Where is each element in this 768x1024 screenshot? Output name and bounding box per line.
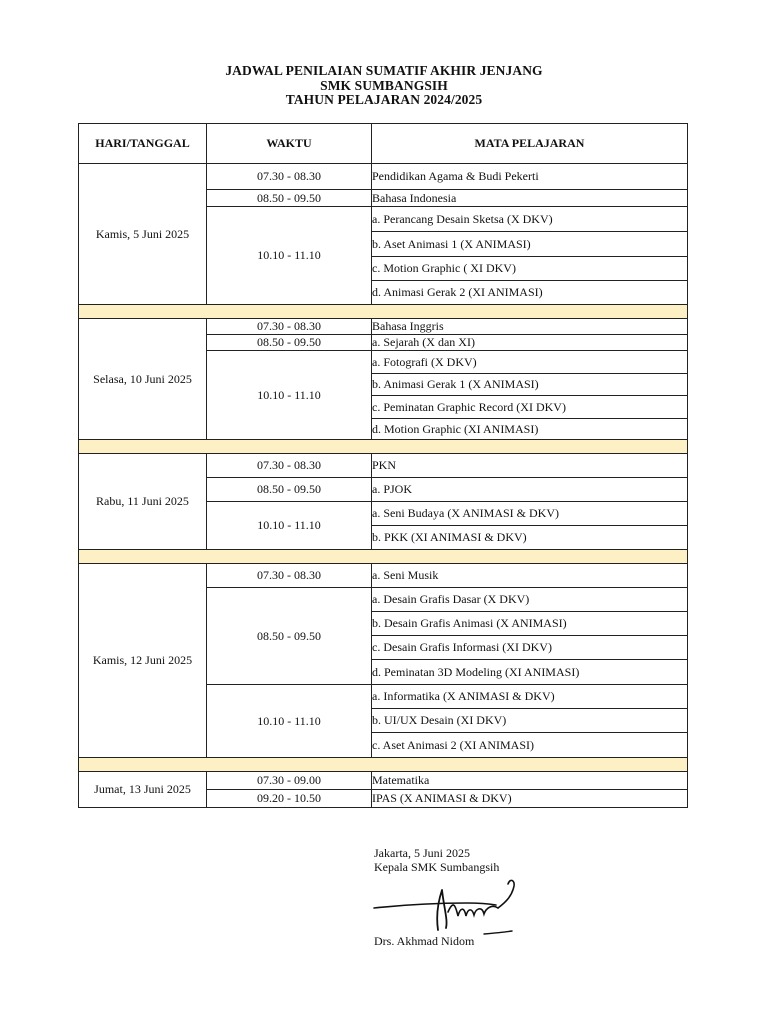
day-date-cell: Kamis, 5 Juni 2025 [79,164,207,305]
subject-cell: b. Aset Animasi 1 (X ANIMASI) [372,232,688,257]
time-cell: 08.50 - 09.50 [207,335,372,351]
day-date-cell: Jumat, 13 Juni 2025 [79,772,207,808]
subject-cell: a. Fotografi (X DKV) [372,351,688,374]
subject-cell: b. PKK (XI ANIMASI & DKV) [372,526,688,550]
document-title [0,64,768,108]
title-line-1: JADWAL PENILAIAN SUMATIF AKHIR JENJANG [225,63,543,78]
subject-cell: b. Animasi Gerak 1 (X ANIMASI) [372,374,688,396]
subject-cell: c. Peminatan Graphic Record (XI DKV) [372,396,688,419]
handwritten-signature [372,868,528,938]
subject-cell: d. Animasi Gerak 2 (XI ANIMASI) [372,281,688,305]
subject-cell: c. Desain Grafis Informasi (XI DKV) [372,636,688,660]
column-header-subject: MATA PELAJARAN [372,124,688,164]
subject-cell: c. Motion Graphic ( XI DKV) [372,257,688,281]
subject-cell: Bahasa Indonesia [372,190,688,207]
signature-position: Kepala SMK Sumbangsih [374,860,500,874]
subject-cell: Pendidikan Agama & Budi Pekerti [372,164,688,190]
time-cell: 10.10 - 11.10 [207,351,372,440]
table-row [79,564,688,588]
subject-cell: a. Sejarah (X dan XI) [372,335,688,351]
time-cell: 07.30 - 08.30 [207,319,372,335]
day-separator-row [79,550,688,564]
day-date-cell: Selasa, 10 Juni 2025 [79,319,207,440]
subject-cell: a. Seni Musik [372,564,688,588]
table-row [79,164,688,190]
time-cell: 08.50 - 09.50 [207,190,372,207]
subject-cell: a. Desain Grafis Dasar (X DKV) [372,588,688,612]
day-separator-row [79,758,688,772]
schedule-body [79,164,688,808]
title-line-3: TAHUN PELAJARAN 2024/2025 [285,92,483,107]
time-cell: 08.50 - 09.50 [207,588,372,685]
separator-cell [79,550,688,564]
subject-cell: IPAS (X ANIMASI & DKV) [372,790,688,808]
title-line-2: SMK SUMBANGSIH [320,77,448,93]
schedule-table [78,123,688,808]
time-cell: 10.10 - 11.10 [207,685,372,758]
signature-name: Drs. Akhmad Nidom [374,934,475,948]
subject-cell: PKN [372,454,688,478]
time-cell: 09.20 - 10.50 [207,790,372,808]
subject-cell: a. Seni Budaya (X ANIMASI & DKV) [372,502,688,526]
subject-cell: a. PJOK [372,478,688,502]
separator-cell [79,305,688,319]
table-row [79,319,688,335]
table-row [79,772,688,790]
subject-cell: Matematika [372,772,688,790]
column-header-day: HARI/TANGGAL [79,124,207,164]
subject-cell: c. Aset Animasi 2 (XI ANIMASI) [372,733,688,758]
subject-cell: Bahasa Inggris [372,319,688,335]
subject-cell: d. Motion Graphic (XI ANIMASI) [372,419,688,440]
time-cell: 07.30 - 09.00 [207,772,372,790]
day-date-cell: Kamis, 12 Juni 2025 [79,564,207,758]
table-header-row [79,124,688,164]
day-date-cell: Rabu, 11 Juni 2025 [79,454,207,550]
subject-cell: b. Desain Grafis Animasi (X ANIMASI) [372,612,688,636]
time-cell: 10.10 - 11.10 [207,502,372,550]
time-cell: 07.30 - 08.30 [207,454,372,478]
time-cell: 08.50 - 09.50 [207,478,372,502]
column-header-time: WAKTU [207,124,372,164]
time-cell: 10.10 - 11.10 [207,207,372,305]
table-row [79,454,688,478]
separator-cell [79,758,688,772]
day-separator-row [79,305,688,319]
subject-cell: b. UI/UX Desain (XI DKV) [372,709,688,733]
time-cell: 07.30 - 08.30 [207,164,372,190]
time-cell: 07.30 - 08.30 [207,564,372,588]
separator-cell [79,440,688,454]
signature-place-date: Jakarta, 5 Juni 2025 [374,846,470,860]
subject-cell: d. Peminatan 3D Modeling (XI ANIMASI) [372,660,688,685]
subject-cell: a. Perancang Desain Sketsa (X DKV) [372,207,688,232]
day-separator-row [79,440,688,454]
subject-cell: a. Informatika (X ANIMASI & DKV) [372,685,688,709]
